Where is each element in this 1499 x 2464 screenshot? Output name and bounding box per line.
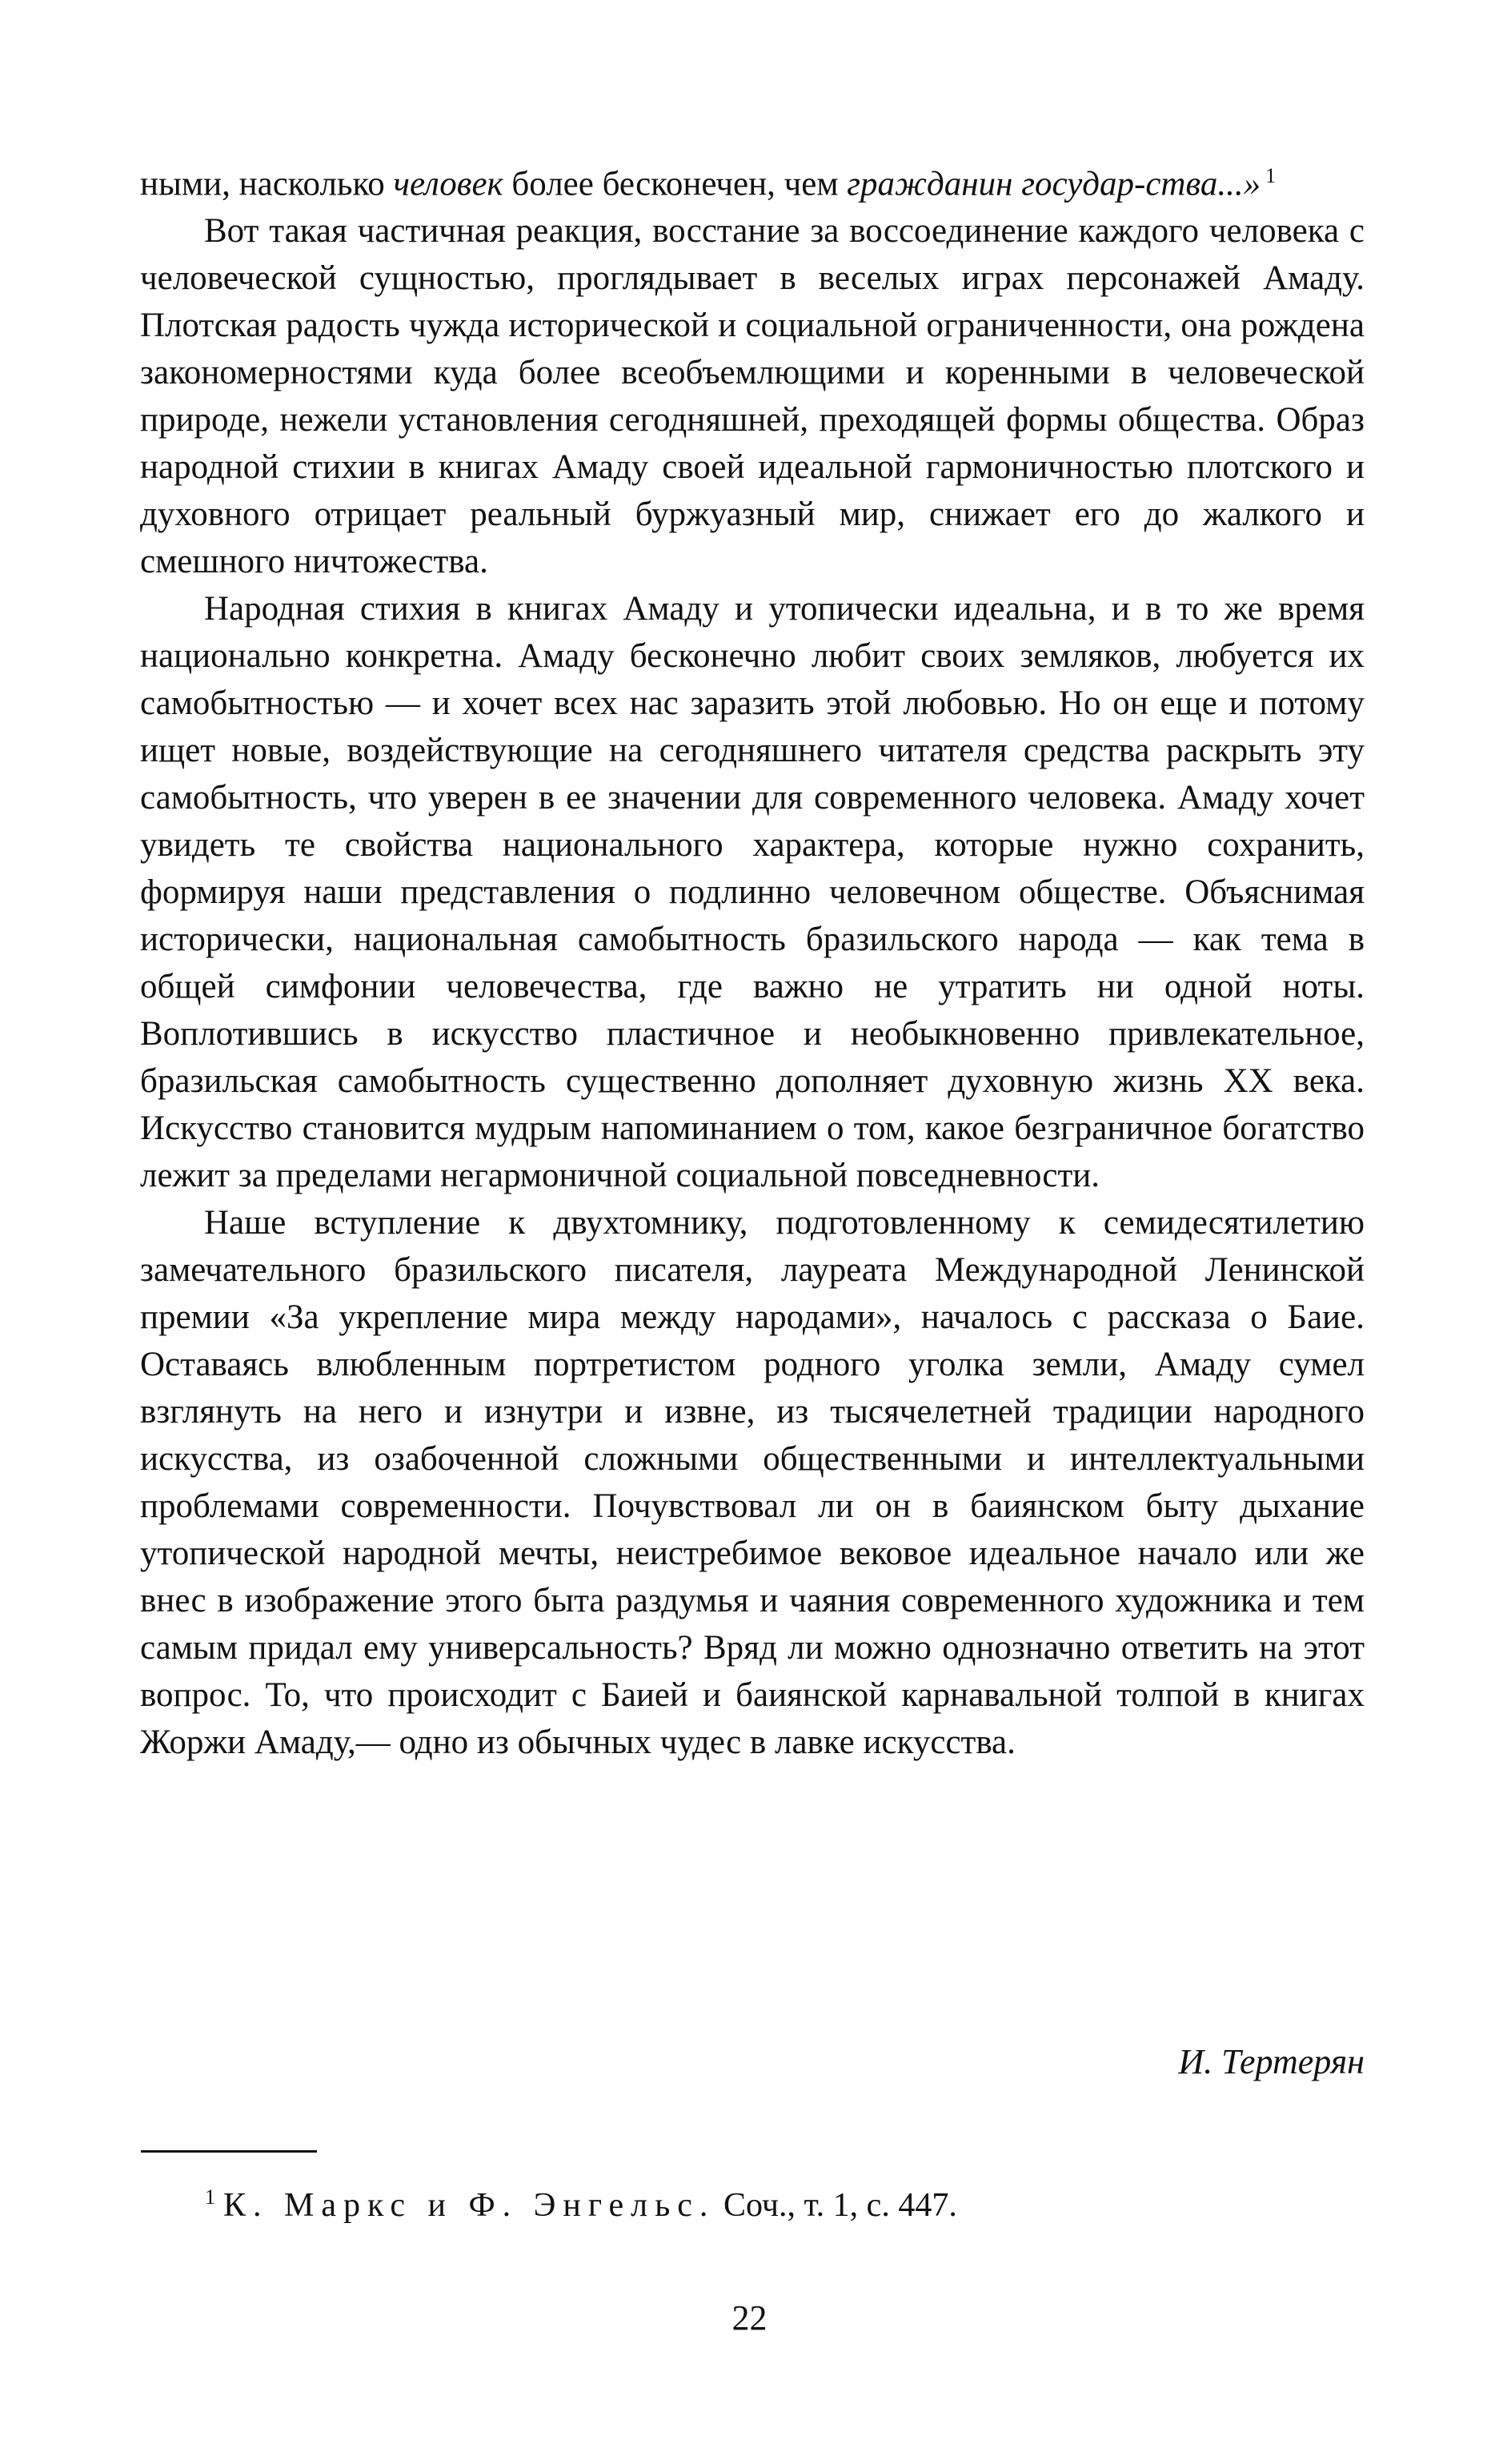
- paragraph-1-text-a: ными, насколько: [140, 165, 394, 203]
- author-signature: И. Тертерян: [1178, 2042, 1365, 2081]
- page-number: 22: [731, 2298, 768, 2338]
- paragraph-4: Наше вступление к двухтомнику, подготовленному к семидесятилетию замечательного бразильского писателя, лауреата Международной Ленинской премии «За укрепление мира между народами», началось с рассказа о Баие. Оставаясь влюбленным портретистом родного уголка земли, Амаду сумел взглянуть на него и изнутри и извне, из тысячелетней традиции народного искусства, из озабоченной сложными общественными и интеллектуальными проблемами современности. Почувствовал ли он в баиянском быту дыхание утопической народной мечты, неистребимое вековое идеальное начало или же внес в изображение этого быта раздумья и чаяния современного художника и тем самым придал ему универсальность? Вряд ли можно однозначно ответить на этот вопрос. То, что происходит с Баией и баиянской карнавальной толпой в книгах Жоржи Амаду,— одно из обычных чудес в лавке искусства.: [140, 1204, 1365, 1762]
- footnote-reference: Соч., т. 1, с. 447.: [723, 2187, 957, 2224]
- paragraph-1: [140, 152, 1365, 207]
- paragraph-3: Народная стихия в книгах Амаду и утопически идеальна, и в то же время национально конкретна. Амаду бесконечно любит своих земляков, любуется их самобытностью — и хочет всех нас заразить этой любовью. Но он еще и потому ищет новые, воздействующие на сегодняшнего читателя средства раскрыть эту самобытность, что уверен в ее значении для современного человека. Амаду хочет увидеть те свойства национального характера, которые нужно сохранить, формируя наши представления о подлинно человечном обществе. Объяснимая исторически, национальная самобытность бразильского народа — как тема в общей симфонии человечества, где важно не утратить ни одной ноты. Воплотившись в искусство пластичное и необыкновенно привлекательное, бразильская самобытность существенно дополняет духовную жизнь XX века. Искусство становится мудрым напоминанием о том, какое безграничное богатство лежит за пределами негармоничной социальной повседневности.: [140, 590, 1365, 1195]
- paragraph-1-italic-a: человек: [393, 165, 503, 203]
- footnote: [205, 2185, 957, 2225]
- paragraph-1-text-b: более бесконечен, чем: [503, 165, 848, 203]
- footnote-mark: 1: [205, 2185, 215, 2209]
- page-body: [140, 152, 1365, 1766]
- footnote-reference-mark: 1: [1265, 164, 1277, 187]
- footnote-authors: К. Маркс и Ф. Энгельс.: [223, 2187, 715, 2224]
- footnote-divider: [141, 2150, 317, 2153]
- paragraph-2: Вот такая частичная реакция, восстание за воссоединение каждого человека с человеческой сущностью, проглядывает в веселых играх персонажей Амаду. Плотская радость чужда исторической и социальной ограниченности, она рождена закономерностями куда более всеобъемлющими и коренными в человеческой природе, нежели установления сегодняшней, преходящей формы общества. Образ народной стихии в книгах Амаду своей идеальной гармоничностью плотского и духовного отрицает реальный буржуазный мир, снижает его до жалкого и смешного ничтожества.: [140, 212, 1365, 581]
- paragraph-1-italic-b: гражданин государ-ства...»: [847, 165, 1261, 203]
